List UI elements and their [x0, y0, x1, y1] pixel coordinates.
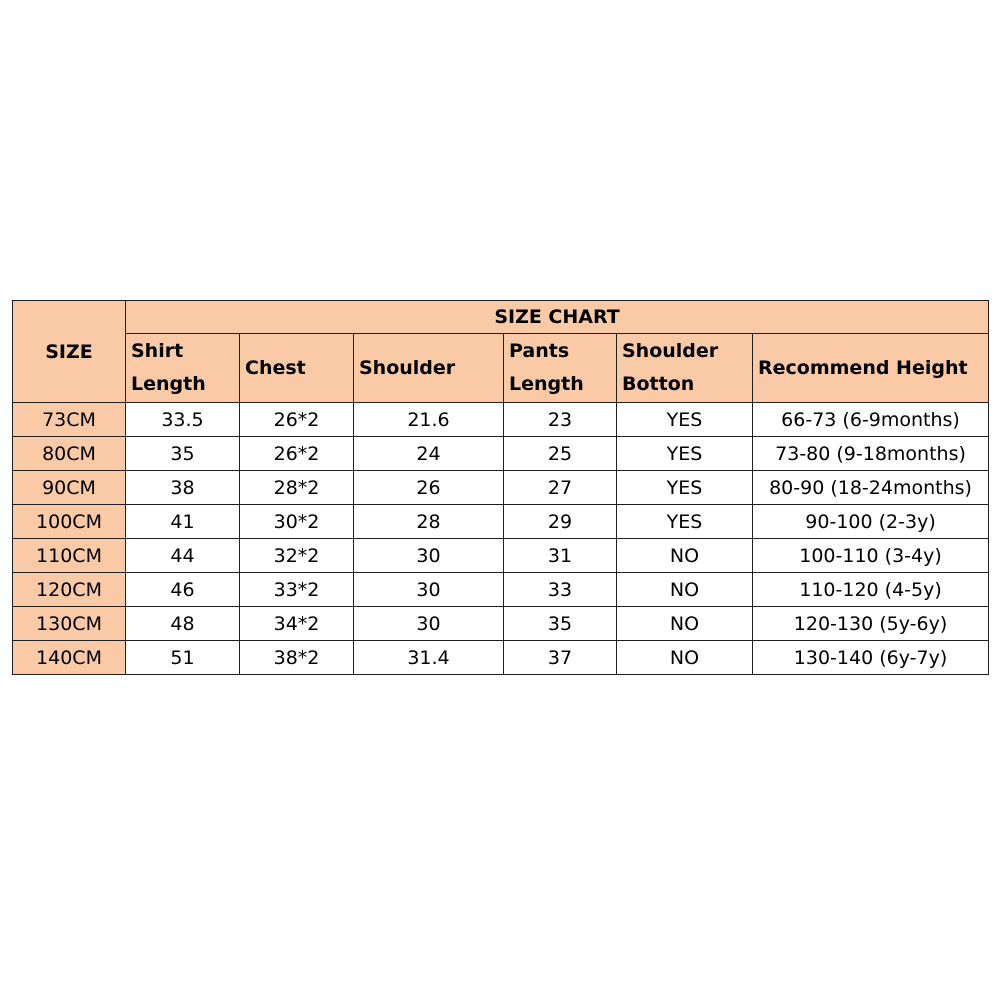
cell-shirt-length: 48 [126, 607, 240, 641]
table-row [13, 539, 989, 573]
cell-shoulder-botton: YES [617, 505, 753, 539]
cell-chest: 30*2 [240, 505, 354, 539]
cell-recommend-height: 90-100 (2-3y) [753, 505, 989, 539]
cell-recommend-height: 130-140 (6y-7y) [753, 641, 989, 675]
cell-pants-length: 37 [504, 641, 617, 675]
table-row [13, 641, 989, 675]
cell-shoulder: 26 [354, 471, 504, 505]
title-row [13, 301, 989, 334]
column-header-shirt-length: Shirt Length [126, 334, 240, 403]
cell-shirt-length: 35 [126, 437, 240, 471]
cell-chest: 26*2 [240, 403, 354, 437]
table-row [13, 607, 989, 641]
size-cell: 80CM [13, 437, 126, 471]
cell-shirt-length: 46 [126, 573, 240, 607]
cell-shirt-length: 41 [126, 505, 240, 539]
column-header-row [13, 334, 989, 403]
cell-shoulder: 24 [354, 437, 504, 471]
cell-shirt-length: 38 [126, 471, 240, 505]
table-row [13, 471, 989, 505]
cell-chest: 32*2 [240, 539, 354, 573]
cell-recommend-height: 100-110 (3-4y) [753, 539, 989, 573]
cell-pants-length: 29 [504, 505, 617, 539]
cell-pants-length: 27 [504, 471, 617, 505]
column-header-shoulder: Shoulder [354, 334, 504, 403]
cell-chest: 34*2 [240, 607, 354, 641]
table-row [13, 573, 989, 607]
cell-chest: 33*2 [240, 573, 354, 607]
cell-recommend-height: 66-73 (6-9months) [753, 403, 989, 437]
size-cell: 73CM [13, 403, 126, 437]
column-header-pants-length: Pants Length [504, 334, 617, 403]
size-header: SIZE [13, 301, 126, 403]
cell-shoulder: 28 [354, 505, 504, 539]
cell-shoulder-botton: NO [617, 539, 753, 573]
size-cell: 100CM [13, 505, 126, 539]
cell-shoulder-botton: YES [617, 403, 753, 437]
column-header-chest: Chest [240, 334, 354, 403]
table-row [13, 437, 989, 471]
cell-shoulder: 30 [354, 607, 504, 641]
cell-pants-length: 23 [504, 403, 617, 437]
chart-title: SIZE CHART [126, 301, 989, 334]
table-row [13, 403, 989, 437]
cell-shoulder-botton: NO [617, 607, 753, 641]
cell-shoulder-botton: NO [617, 641, 753, 675]
column-header-shoulder-botton: Shoulder Botton [617, 334, 753, 403]
cell-pants-length: 33 [504, 573, 617, 607]
cell-shoulder: 30 [354, 539, 504, 573]
cell-shoulder: 21.6 [354, 403, 504, 437]
size-cell: 90CM [13, 471, 126, 505]
size-cell: 130CM [13, 607, 126, 641]
cell-shirt-length: 44 [126, 539, 240, 573]
cell-shoulder: 30 [354, 573, 504, 607]
cell-recommend-height: 73-80 (9-18months) [753, 437, 989, 471]
size-chart-table [12, 300, 989, 675]
cell-recommend-height: 120-130 (5y-6y) [753, 607, 989, 641]
cell-chest: 38*2 [240, 641, 354, 675]
cell-shoulder-botton: YES [617, 471, 753, 505]
cell-pants-length: 35 [504, 607, 617, 641]
cell-chest: 26*2 [240, 437, 354, 471]
cell-shoulder-botton: NO [617, 573, 753, 607]
cell-shirt-length: 33.5 [126, 403, 240, 437]
cell-shoulder: 31.4 [354, 641, 504, 675]
size-cell: 120CM [13, 573, 126, 607]
cell-recommend-height: 110-120 (4-5y) [753, 573, 989, 607]
cell-chest: 28*2 [240, 471, 354, 505]
cell-recommend-height: 80-90 (18-24months) [753, 471, 989, 505]
cell-shoulder-botton: YES [617, 437, 753, 471]
size-cell: 110CM [13, 539, 126, 573]
column-header-recommend-height: Recommend Height [753, 334, 989, 403]
cell-shirt-length: 51 [126, 641, 240, 675]
cell-pants-length: 25 [504, 437, 617, 471]
cell-pants-length: 31 [504, 539, 617, 573]
size-cell: 140CM [13, 641, 126, 675]
table-row [13, 505, 989, 539]
